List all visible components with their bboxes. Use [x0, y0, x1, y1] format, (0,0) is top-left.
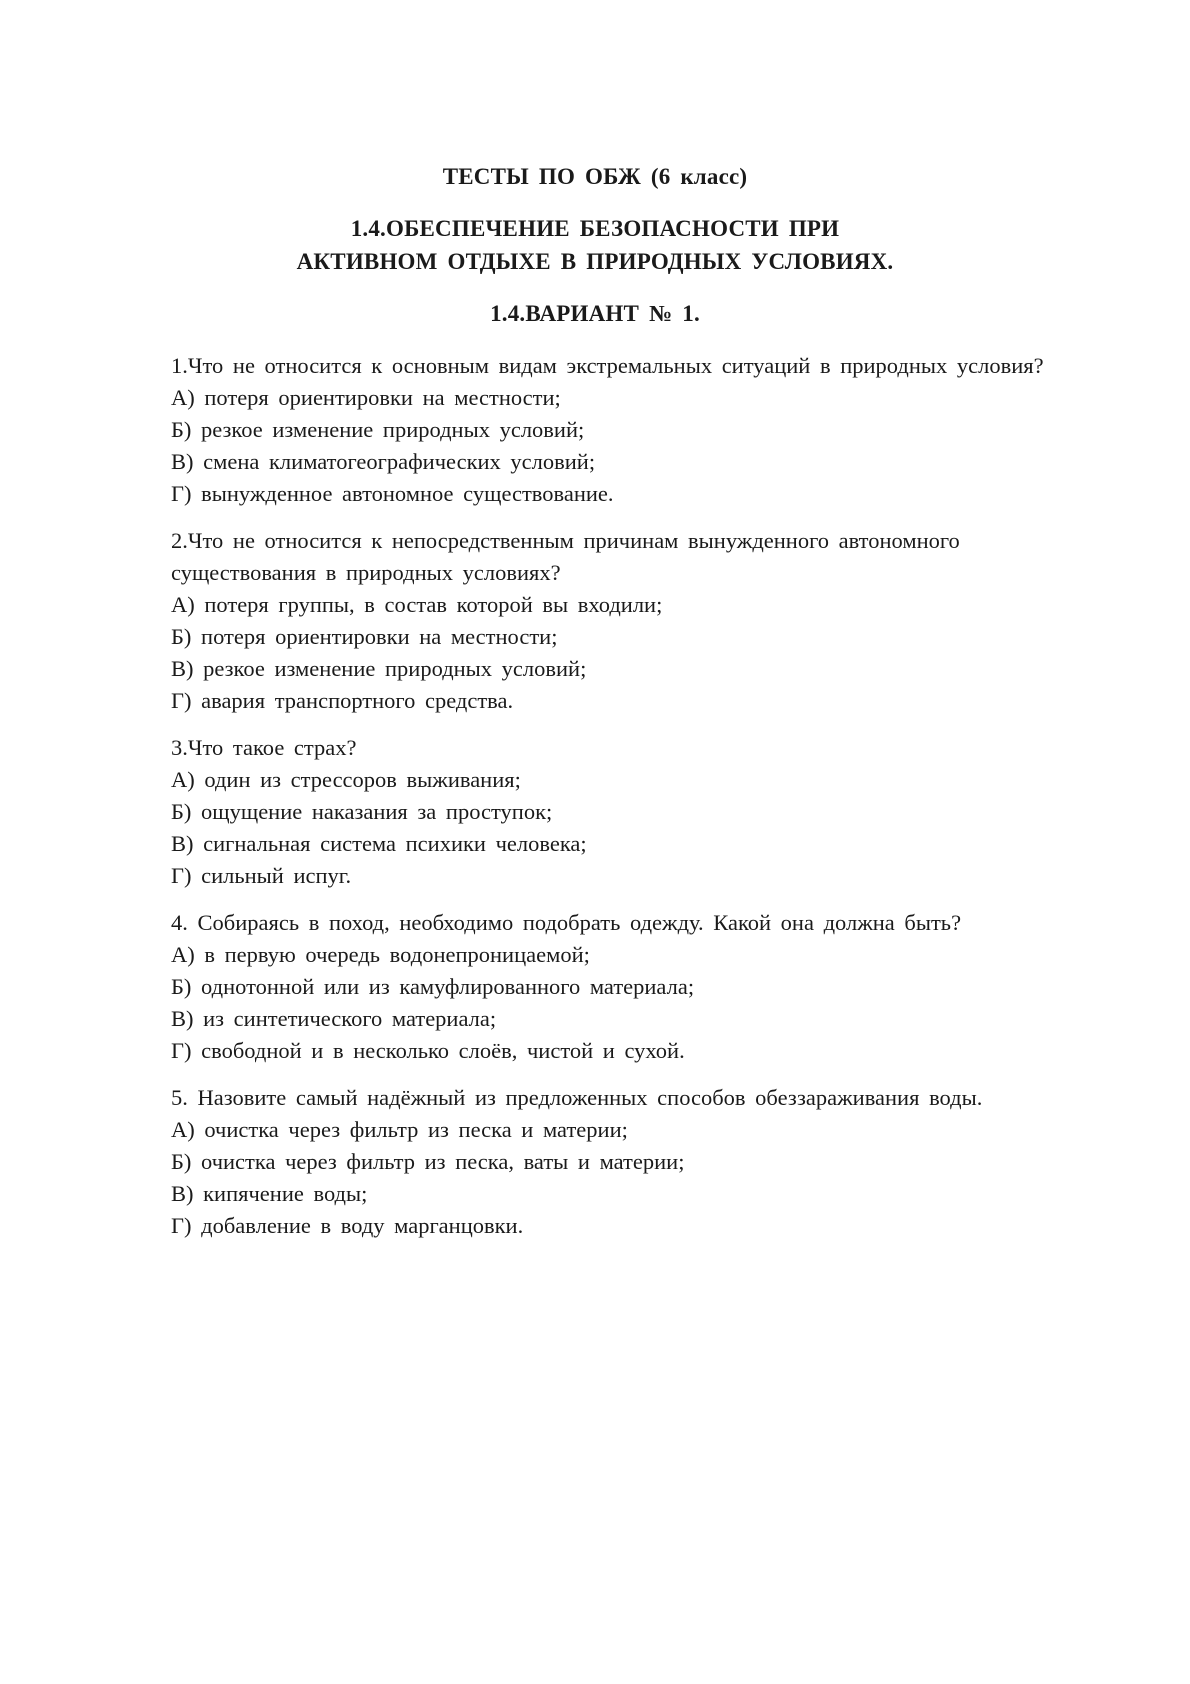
- answer-option-g: Г) свободной и в несколько слоёв, чистой и сухой.: [171, 1038, 685, 1063]
- answer-option-v: В) сигнальная система психики человека;: [171, 831, 587, 856]
- question-text: 4. Собираясь в поход, необходимо подобрать одежду. Какой она должна быть?: [171, 910, 962, 935]
- answer-option-g: Г) авария транспортного средства.: [171, 688, 514, 713]
- answer-option-a: А) потеря ориентировки на местности;: [171, 385, 561, 410]
- variant-title: 1.4.ВАРИАНТ № 1.: [490, 301, 700, 326]
- answer-option-b: Б) очистка через фильтр из песка, ваты и материи;: [171, 1149, 685, 1174]
- question-3: [171, 732, 1131, 892]
- answer-option-v: В) резкое изменение природных условий;: [171, 656, 587, 681]
- question-text: 5. Назовите самый надёжный из предложенных способов обеззараживания воды.: [171, 1085, 983, 1110]
- question-4: [171, 907, 1131, 1067]
- answer-option-b: Б) резкое изменение природных условий;: [171, 417, 585, 442]
- answer-option-b: Б) ощущение наказания за проступок;: [171, 799, 553, 824]
- answer-option-v: В) кипячение воды;: [171, 1181, 368, 1206]
- question-5: [171, 1082, 1131, 1242]
- answer-option-g: Г) вынужденное автономное существование.: [171, 481, 614, 506]
- question-text: 1.Что не относится к основным видам экстремальных ситуаций в природных условия?: [171, 353, 1044, 378]
- question-text: 3.Что такое страх?: [171, 735, 357, 760]
- answer-option-b: Б) потеря ориентировки на местности;: [171, 624, 558, 649]
- answer-option-b: Б) однотонной или из камуфлированного материала;: [171, 974, 695, 999]
- answer-option-g: Г) сильный испуг.: [171, 863, 352, 888]
- question-list: [171, 350, 1131, 1257]
- section-title-line-1: 1.4.ОБЕСПЕЧЕНИЕ БЕЗОПАСНОСТИ ПРИ: [350, 216, 840, 241]
- answer-option-v: В) смена климатогеографических условий;: [171, 449, 596, 474]
- answer-option-g: Г) добавление в воду марганцовки.: [171, 1213, 524, 1238]
- answer-option-v: В) из синтетического материала;: [171, 1006, 497, 1031]
- question-text: 2.Что не относится к непосредственным причинам вынужденного автономного: [171, 528, 960, 553]
- question-1: [171, 350, 1131, 510]
- answer-option-a: А) один из стрессоров выживания;: [171, 767, 521, 792]
- section-title-line-2: АКТИВНОМ ОТДЫХЕ В ПРИРОДНЫХ УСЛОВИЯХ.: [296, 249, 894, 274]
- answer-option-a: А) очистка через фильтр из песка и материи;: [171, 1117, 628, 1142]
- answer-option-a: А) потеря группы, в состав которой вы входили;: [171, 592, 663, 617]
- question-text-continued: существования в природных условиях?: [171, 560, 561, 585]
- question-2: [171, 525, 1131, 717]
- answer-option-a: А) в первую очередь водонепроницаемой;: [171, 942, 590, 967]
- document-title: ТЕСТЫ ПО ОБЖ (6 класс): [442, 164, 748, 189]
